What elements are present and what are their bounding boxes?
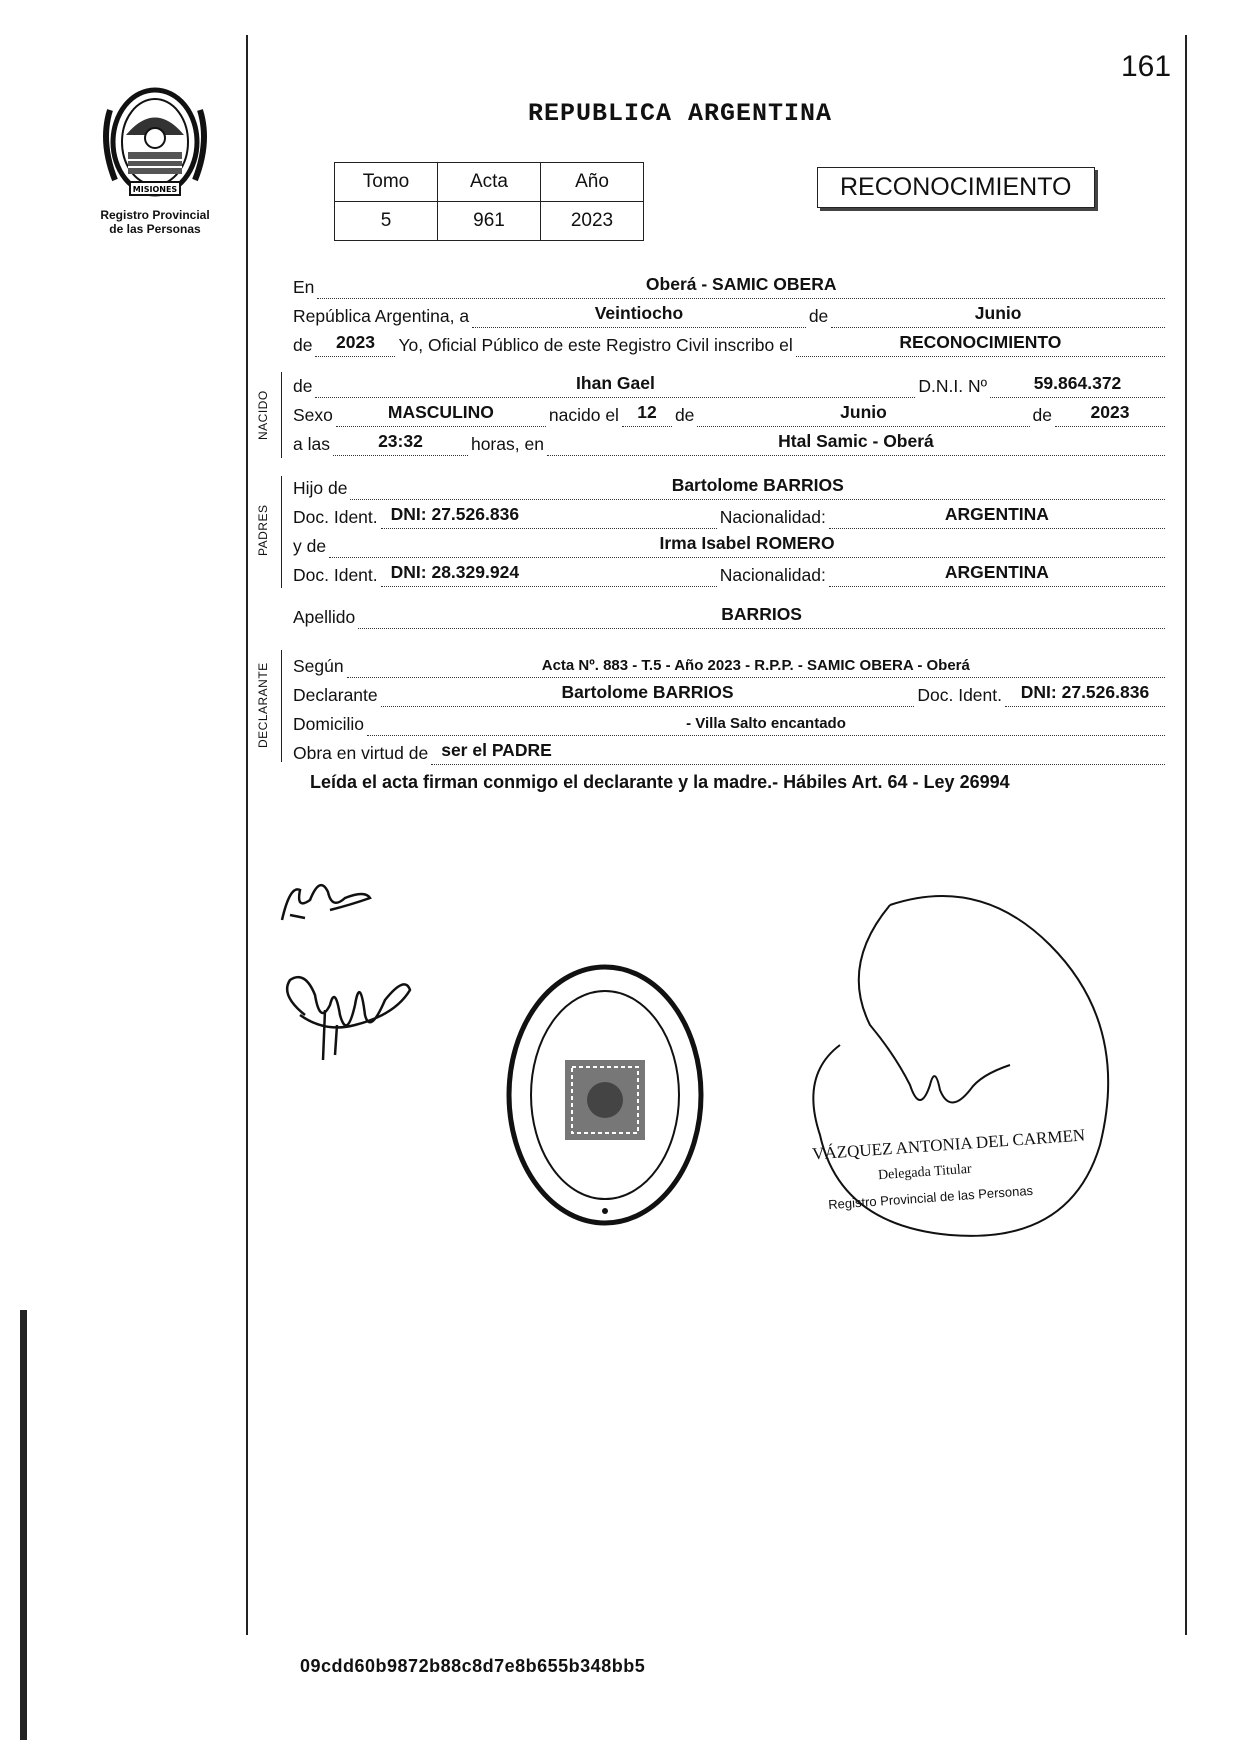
row-declarante [293, 681, 1168, 707]
value-dia: Veintiocho [594, 303, 684, 323]
closing-note: Leída el acta firman conmigo el declarante y la madre.- Hábiles Art. 64 - Ley 26994 [310, 772, 1010, 792]
signature-madre [275, 955, 415, 1065]
row-domicilio [293, 710, 1168, 736]
logo-caption-1: Registro Provincial [100, 208, 210, 222]
label-a-las: a las [293, 434, 330, 454]
field-domicilio [367, 713, 1165, 736]
label-de-4: de [674, 405, 695, 425]
label-dni: D.N.I. Nº [918, 376, 987, 396]
label-nacionalidad-1: Nacionalidad: [719, 507, 826, 527]
field-lugar-nac [547, 433, 1165, 456]
field-padre-nac [829, 506, 1165, 529]
label-declarante: Declarante [293, 685, 378, 705]
field-dni [990, 375, 1165, 398]
label-en: En [293, 277, 315, 297]
row-obra [293, 739, 1168, 765]
official-role: Delegada Titular [877, 1161, 973, 1184]
label-de-3: de [293, 376, 313, 396]
page-title: REPUBLICA ARGENTINA [528, 99, 833, 128]
label-yo: Yo, Oficial Público de este Registro Civil inscribo el [398, 335, 793, 355]
record-type-box: RECONOCIMIENTO [817, 167, 1095, 208]
value-padre: Bartolome BARRIOS [671, 475, 844, 495]
label-de-2: de [293, 335, 313, 355]
value-apellido: BARRIOS [721, 604, 802, 624]
label-sexo: Sexo [293, 405, 333, 425]
field-dia [472, 305, 806, 328]
acta-header: Acta [438, 163, 541, 202]
label-horas-en: horas, en [470, 434, 544, 454]
side-caption-nacido: NACIDO [256, 390, 270, 440]
value-lugar: Oberá - SAMIC OBERA [645, 274, 837, 294]
scan-edge-bar [20, 1310, 27, 1740]
label-doc-ident-3: Doc. Ident. [917, 685, 1002, 705]
field-acto [796, 334, 1165, 357]
field-padre-doc [381, 506, 717, 529]
value-sexo: MASCULINO [387, 402, 494, 422]
value-lugar-nac: Htal Samic - Oberá [778, 431, 934, 451]
field-nac-anio [1055, 404, 1165, 427]
value-nombre: Ihan Gael [576, 373, 655, 393]
field-apellido [358, 606, 1165, 629]
label-hijo-de: Hijo de [293, 478, 348, 498]
label-apellido: Apellido [293, 607, 356, 627]
value-nac-anio: 2023 [1090, 402, 1130, 422]
field-nac-dia [622, 404, 672, 427]
row-fecha [293, 302, 1168, 328]
value-dni: 59.864.372 [1033, 373, 1122, 393]
value-domicilio: - Villa Salto encantado [686, 715, 846, 732]
value-declarante-doc: DNI: 27.526.836 [1020, 682, 1150, 702]
row-hora [293, 430, 1168, 456]
value-padre-doc: DNI: 27.526.836 [390, 504, 520, 524]
value-nac-mes: Junio [840, 402, 887, 422]
anio-header: Año [541, 163, 644, 202]
field-declarante-doc [1005, 684, 1165, 707]
value-madre-nac: ARGENTINA [944, 562, 1049, 582]
field-nac-mes [697, 404, 1029, 427]
row-madre-doc [293, 561, 1168, 587]
label-republica: República Argentina, a [293, 306, 470, 326]
field-padre [350, 477, 1165, 500]
side-caption-padres: PADRES [256, 504, 270, 556]
declarante-bracket [281, 650, 282, 762]
row-en [293, 273, 1168, 299]
row-hijo-de [293, 474, 1168, 500]
field-lugar [317, 276, 1165, 299]
tomo-value: 5 [335, 202, 438, 241]
field-declarante [381, 684, 915, 707]
tomo-header: Tomo [335, 163, 438, 202]
row-sexo [293, 401, 1168, 427]
padres-bracket [281, 476, 282, 588]
field-madre-nac [829, 564, 1165, 587]
value-declarante: Bartolome BARRIOS [561, 682, 734, 702]
field-sexo [336, 404, 546, 427]
field-madre [329, 535, 1165, 558]
label-nacido-el: nacido el [548, 405, 619, 425]
field-nombre [315, 375, 915, 398]
provincial-logo [90, 80, 220, 236]
signature-declarante [270, 870, 380, 930]
row-anio [293, 331, 1168, 357]
label-de-5: de [1032, 405, 1052, 425]
label-de-1: de [808, 306, 829, 326]
value-obra: ser el PADRE [441, 740, 552, 760]
field-madre-doc [381, 564, 717, 587]
logo-caption-2: de las Personas [109, 222, 201, 236]
value-anio: 2023 [336, 332, 375, 352]
row-nombre [293, 372, 1168, 398]
table-header-row [335, 163, 644, 202]
label-obra: Obra en virtud de [293, 743, 429, 763]
field-mes [831, 305, 1165, 328]
acta-value: 961 [438, 202, 541, 241]
field-anio [315, 334, 395, 357]
label-y-de: y de [293, 536, 327, 556]
value-madre: Irma Isabel ROMERO [659, 533, 835, 553]
label-nacionalidad-2: Nacionalidad: [719, 565, 826, 585]
field-segun [347, 655, 1165, 678]
table-value-row [335, 202, 644, 241]
official-name: VÁZQUEZ ANTONIA DEL CARMEN [811, 1125, 1086, 1164]
nacido-bracket [281, 372, 282, 458]
value-acto: RECONOCIMIENTO [899, 332, 1062, 352]
value-mes: Junio [974, 303, 1022, 323]
value-nac-dia: 12 [637, 402, 657, 422]
value-madre-doc: DNI: 28.329.924 [390, 562, 520, 582]
label-domicilio: Domicilio [293, 714, 364, 734]
left-margin-line [246, 35, 248, 1635]
value-segun: Acta Nº. 883 - T.5 - Año 2023 - R.P.P. - SAMIC OBERA - Oberá [541, 657, 970, 674]
record-table [334, 162, 644, 241]
label-segun: Según [293, 656, 344, 676]
field-obra [431, 742, 1165, 765]
right-margin-line [1185, 35, 1187, 1635]
value-padre-nac: ARGENTINA [944, 504, 1049, 524]
svg-text:MISIONES: MISIONES [132, 185, 178, 194]
label-doc-ident-2: Doc. Ident. [293, 565, 378, 585]
value-hora: 23:32 [378, 431, 423, 451]
official-seal [500, 955, 710, 1235]
row-y-de [293, 532, 1168, 558]
row-apellido [293, 603, 1168, 629]
anio-value: 2023 [541, 202, 644, 241]
official-office: Registro Provincial de las Personas [827, 1182, 1034, 1213]
label-doc-ident-1: Doc. Ident. [293, 507, 378, 527]
page-number: 161 [1121, 50, 1172, 83]
field-hora [333, 433, 468, 456]
side-caption-declarante: DECLARANTE [256, 662, 270, 748]
row-segun [293, 652, 1168, 678]
row-padre-doc [293, 503, 1168, 529]
document-hash: 09cdd60b9872b88c8d7e8b655b348bb5 [300, 1656, 646, 1676]
